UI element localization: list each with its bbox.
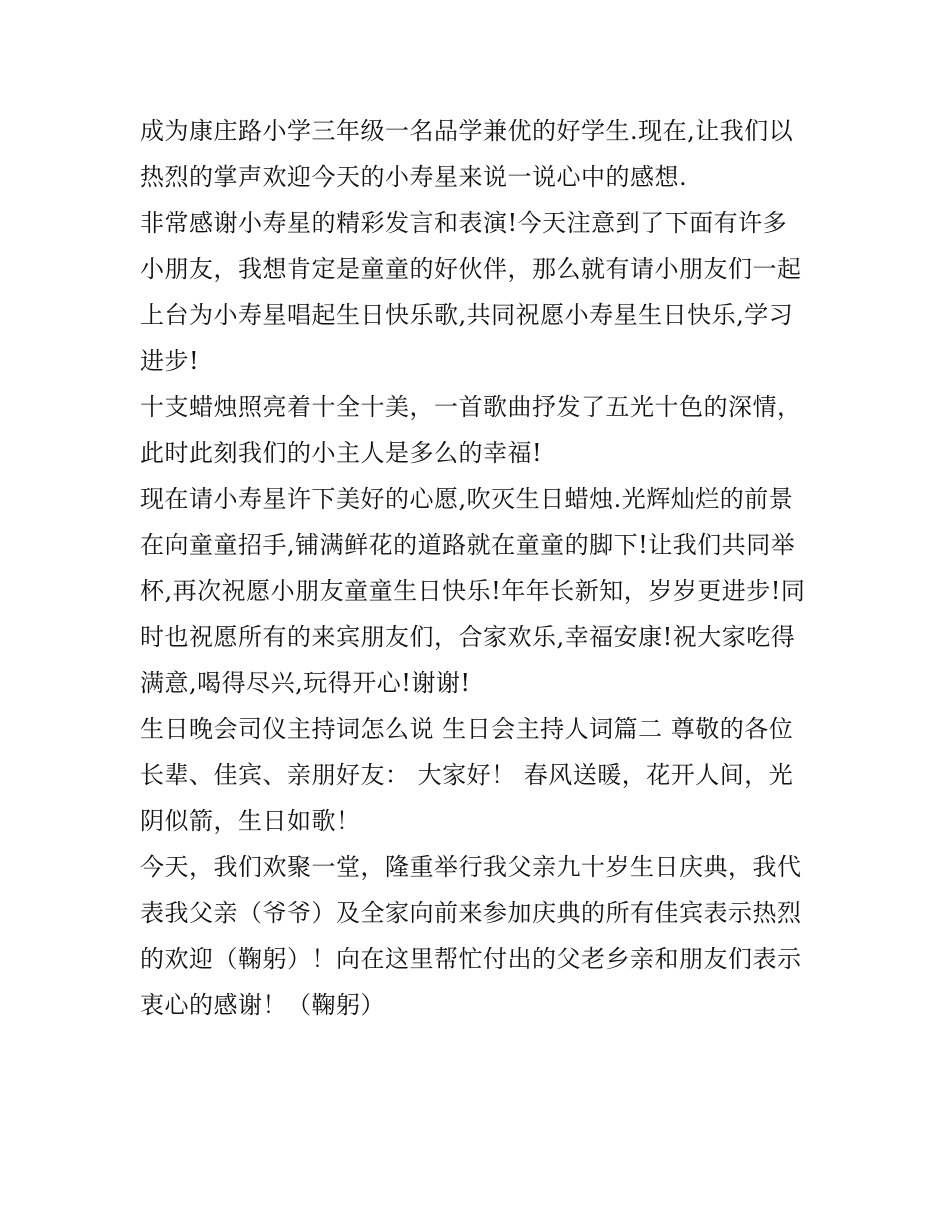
text-line: 表我父亲（爷爷）及全家向前来参加庆典的所有佳宾表示热烈 xyxy=(140,899,802,927)
text-line: 杯,再次祝愿小朋友童童生日快乐!年年长新知，岁岁更进步!同 xyxy=(140,577,806,605)
text-line: 此时此刻我们的小主人是多么的幸福! xyxy=(140,439,543,467)
text-line: 满意,喝得尽兴,玩得开心!谢谢! xyxy=(140,669,471,697)
text-line: 今天，我们欢聚一堂，隆重举行我父亲九十岁生日庆典，我代 xyxy=(140,853,802,881)
text-line: 热烈的掌声欢迎今天的小寿星来说一说心中的感想. xyxy=(140,163,688,191)
text-line: 阴似箭，生日如歌！ xyxy=(140,807,361,835)
text-line: 的欢迎（鞠躬）！向在这里帮忙付出的父老乡亲和朋友们表示 xyxy=(140,945,802,973)
text-line: 长辈、佳宾、亲朋好友： 大家好！ 春风送暖，花开人间，光 xyxy=(140,761,794,789)
text-line: 衷心的感谢！（鞠躬） xyxy=(140,991,385,1019)
text-line: 现在请小寿星许下美好的心愿,吹灭生日蜡烛.光辉灿烂的前景 xyxy=(140,485,794,513)
text-line: 进步! xyxy=(140,347,200,375)
text-line: 上台为小寿星唱起生日快乐歌,共同祝愿小寿星生日快乐,学习 xyxy=(140,301,794,329)
text-line: 非常感谢小寿星的精彩发言和表演!今天注意到了下面有许多 xyxy=(140,209,788,237)
text-line: 时也祝愿所有的来宾朋友们，合家欢乐,幸福安康!祝大家吃得 xyxy=(140,623,796,651)
text-line: 小朋友，我想肯定是童童的好伙伴，那么就有请小朋友们一起 xyxy=(140,255,802,283)
document-body xyxy=(140,108,830,1028)
text-line: 在向童童招手,铺满鲜花的道路就在童童的脚下!让我们共同举 xyxy=(140,531,796,559)
text-line: 成为康庄路小学三年级一名品学兼优的好学生.现在,让我们以 xyxy=(140,117,794,145)
text-line: 生日晚会司仪主持词怎么说 生日会主持人词篇二 尊敬的各位 xyxy=(140,715,794,743)
text-line: 十支蜡烛照亮着十全十美，一首歌曲抒发了五光十色的深情， xyxy=(140,393,802,421)
